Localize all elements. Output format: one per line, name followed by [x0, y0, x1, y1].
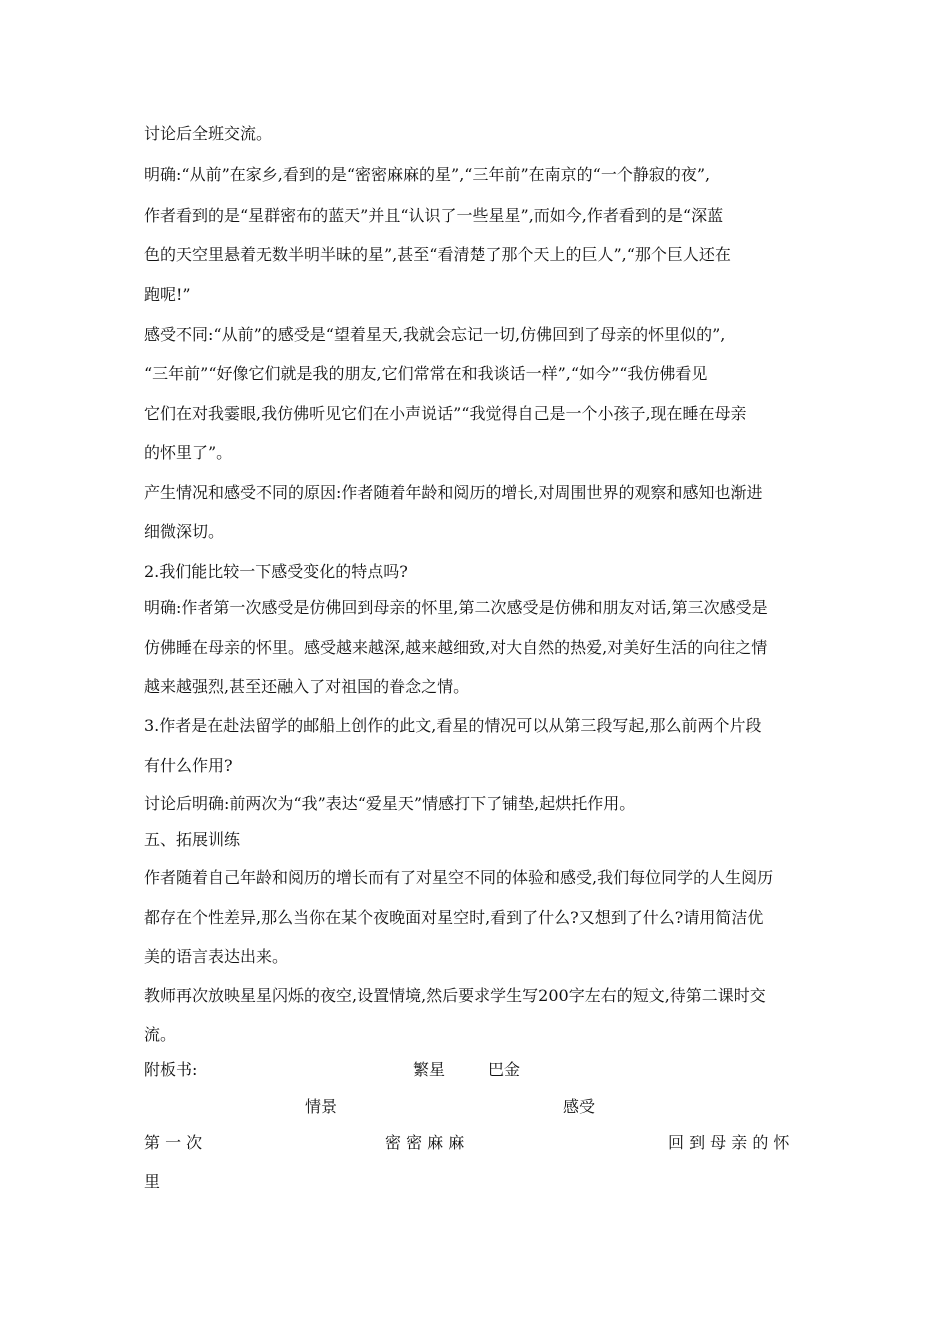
text-line: “三年前”“好像它们就是我的朋友,它们常常在和我谈话一样”,“如今”“我仿佛看见 [144, 364, 708, 383]
board-row-scene: 密 密 麻 麻 [385, 1133, 465, 1152]
text-line: 仿佛睡在母亲的怀里。感受越来越深,越来越细致,对大自然的热爱,对美好生活的向往之情 [144, 638, 768, 657]
board-label: 附板书: [144, 1060, 198, 1079]
text-line: 越来越强烈,甚至还融入了对祖国的眷念之情。 [144, 677, 470, 696]
board-row-order: 第 一 次 [144, 1133, 203, 1152]
board-row-feeling: 回 到 母 亲 的 怀 [668, 1133, 790, 1152]
text-line: 都存在个性差异,那么当你在某个夜晚面对星空时,看到了什么?又想到了什么?请用简洁优 [144, 908, 764, 927]
text-line: 作者看到的是“星群密布的蓝天”并且“认识了一些星星”,而如今,作者看到的是“深蓝 [144, 206, 724, 225]
text-line: 明确:作者第一次感受是仿佛回到母亲的怀里,第二次感受是仿佛和朋友对话,第三次感受是 [144, 598, 768, 617]
text-line: 感受不同:“从前”的感受是“望着星天,我就会忘记一切,仿佛回到了母亲的怀里似的”, [144, 325, 726, 344]
text-line: 作者随着自己年龄和阅历的增长而有了对星空不同的体验和感受,我们每位同学的人生阅历 [144, 868, 774, 887]
text-line: 色的天空里悬着无数半明半昧的星”,甚至“看清楚了那个天上的巨人”,“那个巨人还在 [144, 245, 731, 264]
text-line: 产生情况和感受不同的原因:作者随着年龄和阅历的增长,对周围世界的观察和感知也渐进 [144, 483, 763, 502]
section-heading: 五、拓展训练 [144, 830, 241, 849]
text-line: 3.作者是在赴法留学的邮船上创作的此文,看星的情况可以从第三段写起,那么前两个片段 [144, 716, 762, 735]
text-line: 教师再次放映星星闪烁的夜空,设置情境,然后要求学生写200字左右的短文,待第二课时交 [144, 986, 766, 1005]
text-line: 的怀里了”。 [144, 443, 233, 462]
text-line: 明确:“从前”在家乡,看到的是“密密麻麻的星”,“三年前”在南京的“一个静寂的夜”, [144, 165, 711, 184]
board-column-scene: 情景 [305, 1097, 338, 1116]
text-line: 美的语言表达出来。 [144, 947, 289, 966]
text-line: 跑呢!” [144, 285, 191, 304]
text-line: 它们在对我霎眼,我仿佛听见它们在小声说话”“我觉得自己是一个小孩子,现在睡在母亲 [144, 404, 747, 423]
text-line: 细微深切。 [144, 522, 225, 541]
text-line: 流。 [144, 1025, 177, 1044]
text-line: 2.我们能比较一下感受变化的特点吗? [144, 562, 408, 581]
board-author: 巴金 [488, 1060, 521, 1079]
board-column-feeling: 感受 [563, 1097, 596, 1116]
text-line: 讨论后全班交流。 [144, 124, 273, 143]
text-line: 讨论后明确:前两次为“我”表达“爱星天”情感打下了铺垫,起烘托作用。 [144, 794, 636, 813]
text-line: 有什么作用? [144, 756, 233, 775]
board-row-feeling-continued: 里 [144, 1172, 161, 1191]
board-title: 繁星 [413, 1060, 446, 1079]
